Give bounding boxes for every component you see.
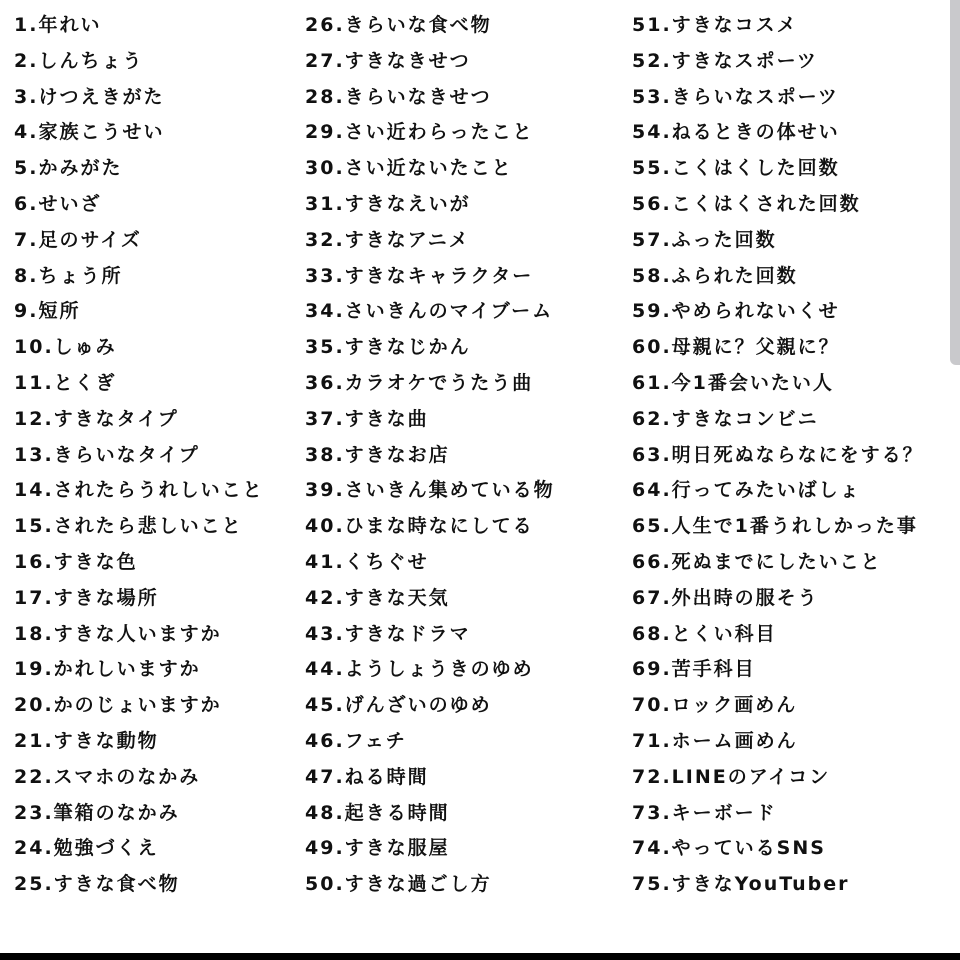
question-item: 4.家族こうせい	[14, 121, 165, 144]
question-item: 15.されたら悲しいこと	[14, 515, 243, 538]
question-item: 70.ロック画めん	[632, 694, 798, 717]
question-item: 63.明日死ぬならなにをする？	[632, 443, 924, 466]
question-item: 38.すきなお店	[305, 443, 450, 466]
question-item: 17.すきな場所	[14, 586, 159, 609]
question-item: 73.キーボード	[632, 801, 777, 824]
question-item: 74.やっているSNS	[632, 837, 826, 860]
question-item: 8.ちょう所	[14, 264, 123, 287]
question-item: 21.すきな動物	[14, 729, 159, 752]
question-item: 30.さい近ないたこと	[305, 157, 513, 180]
question-item: 56.こくはくされた回数	[632, 192, 861, 215]
question-item: 59.やめられないくせ	[632, 300, 840, 323]
question-item: 31.すきなえいが	[305, 192, 471, 215]
question-item: 7.足のサイズ	[14, 228, 142, 251]
question-item: 39.さいきん集めている物	[305, 479, 555, 502]
question-item: 32.すきなアニメ	[305, 228, 470, 251]
question-item: 45.げんざいのゆめ	[305, 694, 492, 717]
question-item: 5.かみがた	[14, 157, 123, 180]
bottom-edge-bar	[0, 953, 960, 960]
question-item: 35.すきなじかん	[305, 336, 471, 359]
question-column-1	[14, 8, 304, 903]
question-item: 71.ホーム画めん	[632, 729, 798, 752]
question-item: 50.すきな過ごし方	[305, 873, 492, 896]
question-item: 18.すきな人いますか	[14, 622, 222, 645]
question-item: 24.勉強づくえ	[14, 837, 159, 860]
question-item: 28.きらいなきせつ	[305, 85, 492, 108]
question-item: 13.きらいなタイプ	[14, 443, 200, 466]
question-item: 64.行ってみたいばしょ	[632, 479, 861, 502]
question-item: 65.人生で1番うれしかった事	[632, 515, 918, 538]
question-item: 1.年れい	[14, 14, 102, 36]
question-item: 12.すきなタイプ	[14, 407, 179, 430]
question-item: 14.されたらうれしいこと	[14, 479, 264, 502]
question-item: 43.すきなドラマ	[305, 622, 471, 645]
question-item: 25.すきな食べ物	[14, 873, 180, 896]
question-item: 69.苦手科目	[632, 658, 756, 681]
question-item: 10.しゅみ	[14, 336, 117, 359]
question-item: 3.けつえきがた	[14, 85, 165, 108]
question-item: 49.すきな服屋	[305, 837, 450, 860]
question-item: 37.すきな曲	[305, 407, 429, 430]
question-column-2	[305, 8, 630, 903]
question-item: 58.ふられた回数	[632, 264, 798, 287]
question-item: 9.短所	[14, 300, 81, 323]
question-item: 40.ひまな時なにしてる	[305, 515, 534, 538]
question-item: 19.かれしいますか	[14, 658, 201, 681]
scrollbar-thumb[interactable]	[950, 0, 960, 365]
question-item: 36.カラオケでうたう曲	[305, 371, 534, 394]
question-item: 72.LINEのアイコン	[632, 765, 831, 788]
question-item: 52.すきなスポーツ	[632, 49, 818, 72]
question-item: 23.筆箱のなかみ	[14, 801, 180, 824]
question-item: 51.すきなコスメ	[632, 14, 798, 36]
question-item: 20.かのじょいますか	[14, 694, 222, 717]
question-item: 46.フェチ	[305, 729, 407, 752]
question-item: 29.さい近わらったこと	[305, 121, 534, 144]
question-item: 33.すきなキャラクター	[305, 264, 534, 287]
question-item: 44.ようしょうきのゆめ	[305, 658, 534, 681]
question-item: 6.せいざ	[14, 192, 102, 215]
question-item: 16.すきな色	[14, 550, 138, 573]
question-column-3	[632, 8, 957, 903]
question-item: 2.しんちょう	[14, 49, 144, 72]
question-item: 75.すきなYouTuber	[632, 873, 850, 896]
question-item: 68.とくい科目	[632, 622, 777, 645]
question-item: 53.きらいなスポーツ	[632, 85, 839, 108]
question-item: 22.スマホのなかみ	[14, 765, 201, 788]
question-item: 54.ねるときの体せい	[632, 121, 840, 144]
question-item: 57.ふった回数	[632, 228, 777, 251]
question-item: 41.くちぐせ	[305, 550, 429, 573]
question-item: 66.死ぬまでにしたいこと	[632, 550, 882, 573]
question-item: 42.すきな天気	[305, 586, 450, 609]
question-item: 27.すきなきせつ	[305, 49, 471, 72]
question-item: 62.すきなコンビニ	[632, 407, 819, 430]
question-item: 48.起きる時間	[305, 801, 450, 824]
question-item: 11.とくぎ	[14, 371, 117, 394]
question-item: 26.きらいな食べ物	[305, 14, 492, 36]
question-item: 55.こくはくした回数	[632, 157, 840, 180]
question-item: 34.さいきんのマイブーム	[305, 300, 554, 323]
question-item: 47.ねる時間	[305, 765, 429, 788]
question-item: 67.外出時の服そう	[632, 586, 819, 609]
question-item: 60.母親に？父親に？	[632, 336, 840, 359]
question-item: 61.今1番会いたい人	[632, 371, 834, 394]
